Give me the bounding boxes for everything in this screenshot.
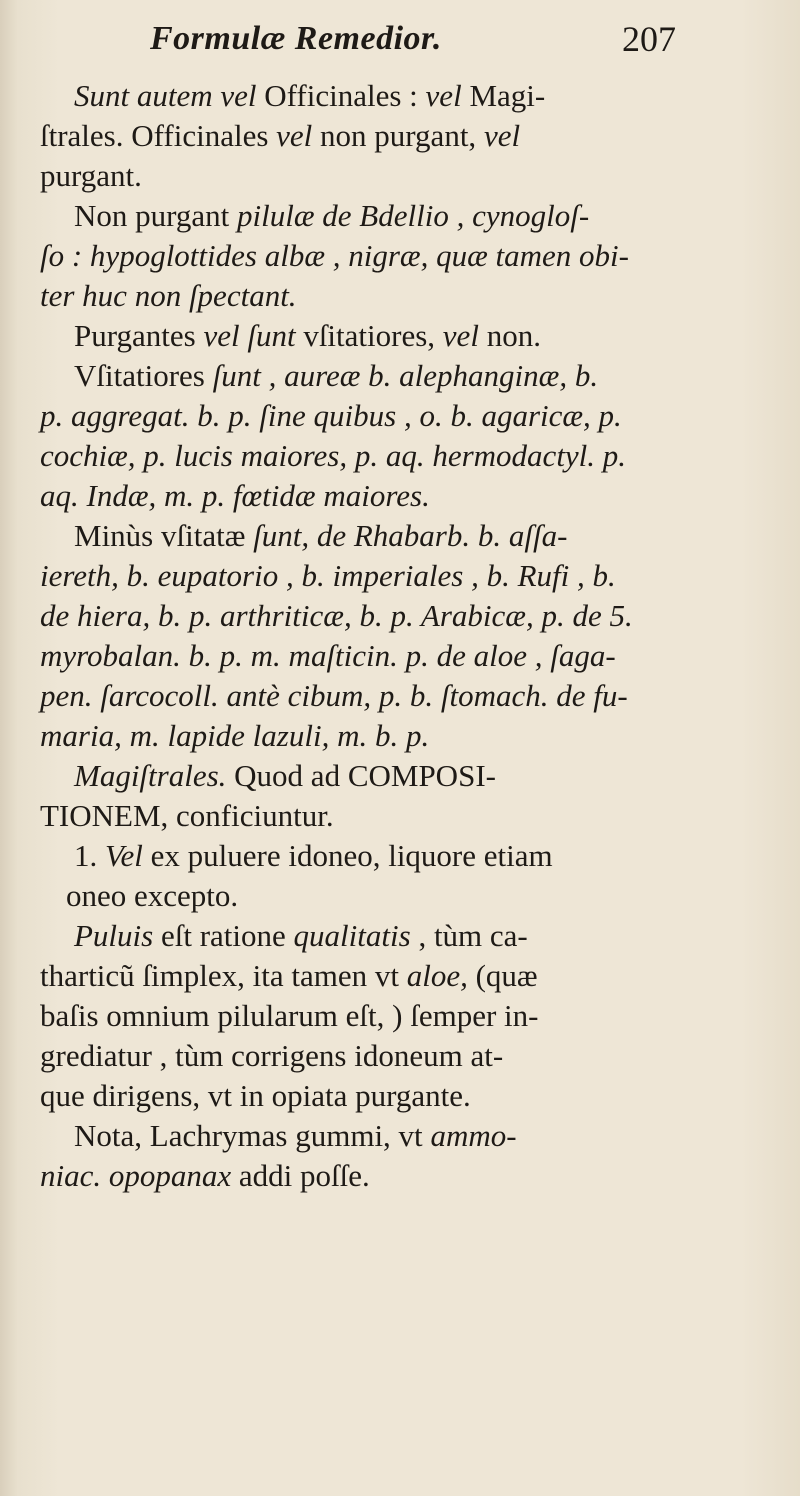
roman-segment: vſitatiores, — [295, 318, 443, 353]
roman-segment: tharticũ ſimplex, ita tamen vt — [40, 958, 407, 993]
text-line — [40, 516, 760, 556]
roman-segment: eſt ratione — [153, 918, 294, 953]
roman-segment: 1. — [74, 838, 105, 873]
roman-segment: ſtrales. Officinales — [40, 118, 277, 153]
roman-segment: Nota, Lachrymas gummi, vt — [74, 1118, 431, 1153]
text-line — [40, 956, 760, 996]
text-line — [40, 676, 760, 716]
italic-segment: iereth, b. eupatorio , b. imperiales , b. Rufi , b. — [40, 558, 616, 593]
running-head — [40, 14, 760, 76]
roman-segment: baſis omnium pilularum eſt, ) ſemper in- — [40, 998, 539, 1033]
text-line — [40, 916, 760, 956]
text-line — [40, 196, 760, 236]
roman-segment: purgant. — [40, 158, 142, 193]
italic-segment: Puluis — [74, 918, 154, 953]
text-line — [40, 556, 760, 596]
roman-segment: Minùs vſitatæ — [74, 518, 254, 553]
italic-segment: niac. opopanax — [40, 1158, 232, 1193]
roman-segment: (quæ — [467, 958, 538, 993]
text-line — [40, 876, 760, 916]
italic-segment: vel — [442, 318, 479, 353]
italic-segment: aq. Indæ, m. p. fœtidæ maiores. — [40, 478, 430, 513]
text-line — [40, 1076, 760, 1116]
roman-segment: que dirigens, vt in opiata purgante. — [40, 1078, 471, 1113]
roman-segment: Non purgant — [74, 198, 238, 233]
text-line — [40, 356, 760, 396]
italic-segment: ſo : hypoglottides albæ , nigræ, quæ tamen obi- — [40, 238, 629, 273]
text-line — [40, 76, 760, 116]
roman-segment: TIONEM, conficiuntur. — [40, 798, 334, 833]
italic-segment: vel — [425, 78, 462, 113]
italic-segment: myrobalan. b. p. m. maſticin. p. de aloe , ſaga- — [40, 638, 616, 673]
italic-segment: p. aggregat. b. p. ſine quibus , o. b. agaricæ, p. — [40, 398, 622, 433]
text-line — [40, 996, 760, 1036]
page-number: 207 — [622, 19, 676, 59]
text-line — [40, 436, 760, 476]
italic-segment: qualitatis — [293, 918, 411, 953]
body-text — [40, 76, 760, 1196]
text-line — [40, 716, 760, 756]
text-line — [40, 476, 760, 516]
text-line — [40, 276, 760, 316]
italic-segment: maria, m. lapide lazuli, m. b. p. — [40, 718, 430, 753]
roman-segment: non purgant, — [312, 118, 484, 153]
text-line — [40, 316, 760, 356]
roman-segment: Vſitatiores — [74, 358, 213, 393]
text-line — [40, 1036, 760, 1076]
roman-segment: non. — [478, 318, 541, 353]
italic-segment: Sunt autem vel — [74, 78, 257, 113]
roman-segment: Purgantes — [74, 318, 204, 353]
text-line — [40, 1156, 760, 1196]
text-line — [40, 756, 760, 796]
italic-segment: ammo- — [430, 1118, 517, 1153]
text-line — [40, 156, 760, 196]
italic-segment: vel — [483, 118, 521, 153]
roman-segment: addi poſſe. — [231, 1158, 370, 1193]
italic-segment: pilulæ de Bdellio , cynogloſ- — [237, 198, 590, 233]
italic-segment: Vel — [105, 838, 143, 873]
text-line — [40, 836, 760, 876]
italic-segment: ter huc non ſpectant. — [40, 278, 297, 313]
text-line — [40, 396, 760, 436]
text-line — [40, 116, 760, 156]
italic-segment: vel — [276, 118, 313, 153]
italic-segment: pen. ſarcocoll. antè cibum, p. b. ſtomach. de fu- — [40, 678, 628, 713]
roman-segment: ex puluere idoneo, liquore etiam — [142, 838, 553, 873]
text-line — [40, 1116, 760, 1156]
text-line — [40, 796, 760, 836]
italic-segment: cochiæ, p. lucis maiores, p. aq. hermodactyl. p. — [40, 438, 627, 473]
italic-segment: ſunt, de Rhabarb. b. aſſa- — [253, 518, 568, 553]
italic-segment: ſunt , aureæ b. alephanginæ, b. — [212, 358, 599, 393]
text-line — [40, 636, 760, 676]
roman-segment: oneo excepto. — [66, 878, 239, 913]
italic-segment: de hiera, b. p. arthriticæ, b. p. Arabicæ, p. de 5. — [40, 598, 633, 633]
italic-segment: Magiſtrales. — [74, 758, 227, 793]
text-line — [40, 596, 760, 636]
roman-segment: , tùm ca- — [410, 918, 528, 953]
running-title: Formulæ Remedior. — [150, 20, 442, 57]
roman-segment: Magi- — [461, 78, 546, 113]
roman-segment: grediatur , tùm corrigens idoneum at- — [40, 1038, 504, 1073]
italic-segment: vel ſunt — [203, 318, 296, 353]
roman-segment: Quod ad COMPOSI- — [226, 758, 496, 793]
italic-segment: aloe, — [406, 958, 468, 993]
roman-segment: Officinales : — [256, 78, 426, 113]
text-line — [40, 236, 760, 276]
